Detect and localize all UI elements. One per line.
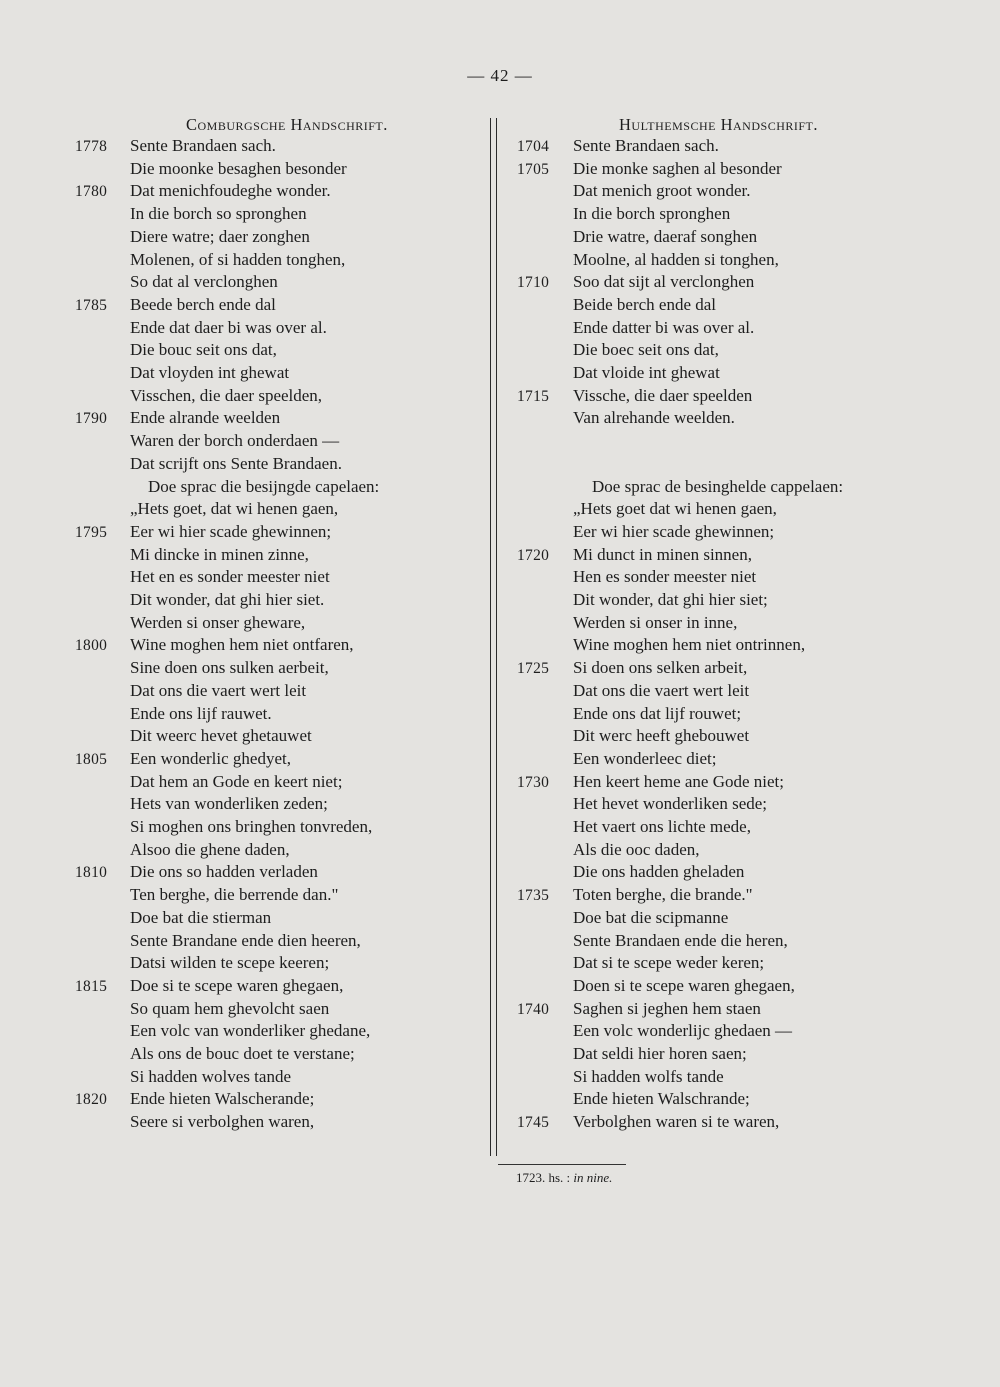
verse-number: 1780 <box>75 183 108 201</box>
verse-text: Ten berghe, die berrende dan." <box>130 885 339 905</box>
verse-text: So quam hem ghevolcht saen <box>130 998 330 1018</box>
verse-text: Dat vloide int ghewat <box>573 363 720 382</box>
verse-text: Doe bat die scipmanne <box>573 907 729 927</box>
footnote <box>516 1170 612 1186</box>
verse-text: Dat vloyden int ghewat <box>130 363 290 382</box>
verse-text: Mi dunct in minen sinnen, <box>573 544 752 564</box>
verse-text: Seere si verbolghen waren, <box>130 1112 315 1132</box>
verse-text: Diere watre; daer zonghen <box>130 226 310 246</box>
verse-text: „Hets goet, dat wi henen gaen, <box>130 499 339 519</box>
verse-number: 1735 <box>517 887 550 905</box>
verse-number: 1785 <box>75 296 108 314</box>
verse-text: In die borch so spronghen <box>130 204 307 224</box>
verse-text: Die moonke besaghen besonder <box>130 158 347 178</box>
verse-text: Sine doen ons sulken aerbeit, <box>130 658 329 678</box>
verse-number: 1725 <box>517 660 550 678</box>
verse-number: 1810 <box>75 864 108 882</box>
verse-number: 1790 <box>75 410 108 428</box>
verse-text: Ende datter bi was over al. <box>573 317 755 337</box>
verse-text: Beede berch ende dal <box>130 294 276 314</box>
verse-text: Dat hem an Gode en keert niet; <box>130 771 343 791</box>
verse-text: Dat scrijft ons Sente Brandaen. <box>130 453 342 473</box>
verse-text: Ende alrande weelden <box>130 408 281 428</box>
verse-text: Werden si onser in inne, <box>573 612 738 632</box>
verse-text: Een volc van wonderliker ghedane, <box>130 1021 371 1041</box>
verse-text: Die boec seit ons dat, <box>573 340 719 360</box>
verse-text: Ende dat daer bi was over al. <box>130 317 327 337</box>
footnote-ref: 1723. hs. : <box>516 1170 571 1185</box>
verse-text: So dat al verclonghen <box>130 272 278 292</box>
right-column-heading: Hulthemsche Handschrift. <box>619 115 818 134</box>
verse-text: Dit werc heeft ghebouwet <box>573 726 750 746</box>
verse-text: Toten berghe, die brande." <box>573 885 753 905</box>
verse-number: 1745 <box>517 1114 550 1132</box>
verse-text: Dit weerc hevet ghetauwet <box>130 726 312 746</box>
verse-text: Eer wi hier scade ghewinnen; <box>130 521 332 541</box>
verse-text: Dat ons die vaert wert leit <box>130 680 307 700</box>
verse-number: 1740 <box>517 1000 550 1018</box>
verse-text: Ende ons lijf rauwet. <box>130 703 272 723</box>
verse-text: Dit wonder, dat ghi hier siet; <box>573 590 768 609</box>
verse-text: Verbolghen waren si te waren, <box>573 1112 780 1132</box>
verse-text: Een volc wonderlijc ghedaen — <box>573 1021 793 1041</box>
verse-text: Die monke saghen al besonder <box>573 158 782 178</box>
verse-text: Een wonderleec diet; <box>573 748 717 768</box>
verse-number: 1800 <box>75 637 108 655</box>
verse-text: Sente Brandaen sach. <box>573 136 719 155</box>
verse-number: 1715 <box>517 387 550 405</box>
verse-text: Als ons de bouc doet te verstane; <box>130 1044 355 1063</box>
left-column-heading: Comburgsche Handschrift. <box>186 115 388 134</box>
verse-text: Saghen si jeghen hem staen <box>573 998 761 1018</box>
verse-text: Waren der borch onderdaen — <box>130 431 340 451</box>
verse-number: 1704 <box>517 138 550 155</box>
verse-text: Drie watre, daeraf songhen <box>573 226 758 246</box>
verse-text: Molenen, of si hadden tonghen, <box>130 249 346 269</box>
verse-text: Dat ons die vaert wert leit <box>573 680 750 700</box>
verse-text: Die ons so hadden verladen <box>130 862 318 882</box>
verse-text: Vissche, die daer speelden <box>573 385 753 405</box>
verse-text: Die ons hadden gheladen <box>573 862 745 882</box>
verse-number: 1710 <box>517 274 550 292</box>
verse-text: Die bouc seit ons dat, <box>130 340 277 360</box>
verse-text: Werden si onser gheware, <box>130 612 306 632</box>
verse-number: 1795 <box>75 523 108 541</box>
verse-text: Si hadden wolves tande <box>130 1066 291 1086</box>
verse-text: Dat si te scepe weder keren; <box>573 953 765 973</box>
verse-text: „Hets goet dat wi henen gaen, <box>573 499 777 519</box>
verse-number: 1815 <box>75 977 108 995</box>
verse-text: Si doen ons selken arbeit, <box>573 658 748 678</box>
verse-text: Doe sprac die besijngde capelaen: <box>148 476 380 496</box>
verse-number: 1820 <box>75 1091 108 1109</box>
verse-text: Wine moghen hem niet ontfaren, <box>130 635 354 655</box>
verse-text: In die borch spronghen <box>573 204 731 224</box>
verse-text: Hets van wonderliken zeden; <box>130 794 328 814</box>
verse-text: Het hevet wonderliken sede; <box>573 794 768 814</box>
verse-text: Si hadden wolfs tande <box>573 1066 724 1086</box>
verse-text: Beide berch ende dal <box>573 294 717 314</box>
verse-text: Hen keert heme ane Gode niet; <box>573 771 784 791</box>
verse-text: Sente Brandane ende dien heeren, <box>130 930 361 950</box>
verse-text: Doe bat die stierman <box>130 907 272 927</box>
verse-text: Si moghen ons bringhen tonvreden, <box>130 817 373 836</box>
verse-text: Alsoo die ghene daden, <box>130 839 290 859</box>
verse-text: Van alrehande weelden. <box>573 408 735 428</box>
verse-text: Als die ooc daden, <box>573 839 700 859</box>
verse-text: Een wonderlic ghedyet, <box>130 748 291 768</box>
verse-text: Doe sprac de besinghelde cappelaen: <box>592 476 844 496</box>
verse-text: Ende ons dat lijf rouwet; <box>573 703 742 723</box>
verse-text: Het en es sonder meester niet <box>130 567 330 587</box>
verse-text: Het vaert ons lichte mede, <box>573 817 751 836</box>
verse-text: Datsi wilden te scepe keeren; <box>130 953 330 973</box>
verse-text: Doen si te scepe waren ghegaen, <box>573 975 795 995</box>
column-divider <box>490 118 497 1156</box>
verse-text: Sente Brandaen sach. <box>130 136 276 155</box>
verse-text: Wine moghen hem niet ontrinnen, <box>573 635 806 655</box>
verse-number: 1730 <box>517 773 550 791</box>
verse-text: Mi dincke in minen zinne, <box>130 544 309 564</box>
verse-text: Soo dat sijt al verclonghen <box>573 272 755 292</box>
verse-text: Ende hieten Walscherande; <box>130 1089 315 1109</box>
verse-number: 1720 <box>517 546 550 564</box>
verse-text: Sente Brandaen ende die heren, <box>573 930 788 950</box>
verse-number: 1805 <box>75 750 108 768</box>
verse-number: 1705 <box>517 160 550 178</box>
verse-text: Dat menich groot wonder. <box>573 181 751 201</box>
verse-text: Ende hieten Walschrande; <box>573 1089 750 1109</box>
verse-text: Moolne, al hadden si tonghen, <box>573 249 779 269</box>
verse-text: Hen es sonder meester niet <box>573 567 757 587</box>
verse-text: Dit wonder, dat ghi hier siet. <box>130 590 325 609</box>
verse-text: Eer wi hier scade ghewinnen; <box>573 521 775 541</box>
footnote-text: in nine. <box>573 1170 613 1185</box>
verse-text: Dat seldi hier horen saen; <box>573 1044 747 1063</box>
footnote-rule <box>498 1164 626 1165</box>
verse-text: Dat menichfoudeghe wonder. <box>130 181 331 201</box>
page-number: — 42 — <box>467 66 533 85</box>
verse-text: Doe si te scepe waren ghegaen, <box>130 975 344 995</box>
verse-text: Visschen, die daer speelden, <box>130 385 323 405</box>
verse-number: 1778 <box>75 138 108 155</box>
